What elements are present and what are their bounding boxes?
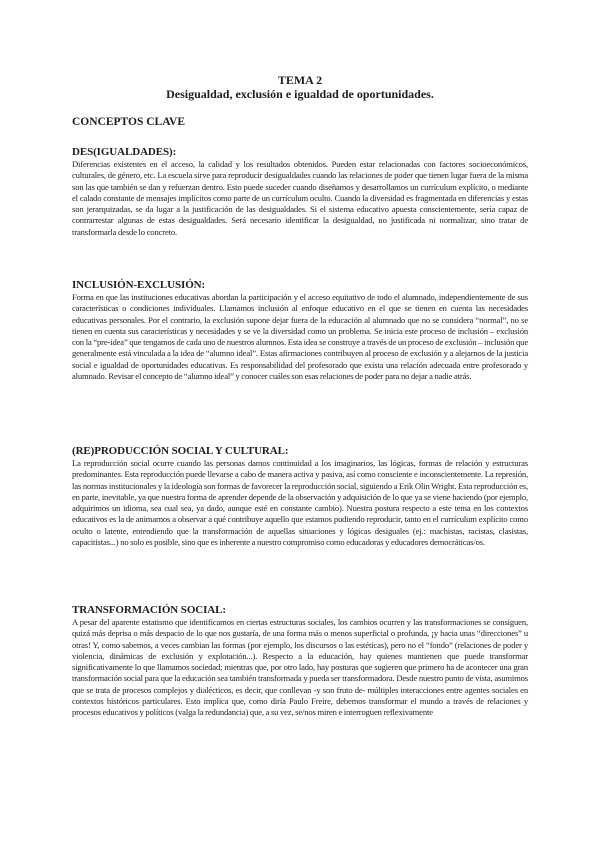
section-heading: TRANSFORMACIÓN SOCIAL: xyxy=(72,604,226,616)
topic-number: TEMA 2 xyxy=(277,73,323,87)
section-heading: INCLUSIÓN-EXCLUSIÓN: xyxy=(72,279,206,291)
section-body: La reproducción social ocurre cuando las personas damos continuidad a los imaginarios, las lógicas, formas de relación y estructuras predominantes. Esta reproducción puede llevarse a cabo de manera activa y pasiva, así como consciente e inconscientemente. La represión, las normas institucionales y la ideología son formas de favorecer la reproducción social, siguiendo a Erik Olin Wright. Esta reproducción es, en parte, inevitable, ya que nuestra forma de aprender depende de la observación y adquisición de lo que ya se viene haciendo (por ejemplo, adquirimos un idioma, sea cual sea, ya dado, aunque esté en constante cambio). Nuestra postura respecto a este tema en los contextos educativos es la de animarnos a observar a qué contribuye aquello que estamos pudiendo reproducir, tanto en el currículum explícito como oculto o latente, entendiendo que la transformación de aquellas situaciones y lógicas desiguales (ej.: machistas, racistas, clasistas, capacitistas...) no solo es posible, sino que es inherente a nuestro compromiso como educadoras y educadores democráticas/os. xyxy=(72,458,528,548)
section-subtitle: CONCEPTOS CLAVE xyxy=(72,116,186,128)
section-body: Diferencias existentes en el acceso, la calidad y los resultados obtenidos. Pueden estar relacionadas con factores socioeconómicos, culturales, de género, etc. La escuela sirve para reproducir desigualdades cuando las relaciones de poder que tienen lugar fuera de la misma son las que también se dan y refuerzan dentro. Esto puede suceder cuando diseñamos y desarrollamos un currículum explícito, o mediante el calado constante de mensajes implícitos como parte de un currículum oculto. Cuando la diversidad es fragmentada en diferencias y estas son jerarquizadas, se da lugar a la justificación de las desigualdades. Si el sistema educativo apuesta conscientemente, sería capaz de contrarrestar algunas de estas desigualdades. Será necesario identificar la desigualdad, no justificada ni normalizar, sino tratar de transformarla desde lo concreto. xyxy=(72,159,528,237)
section-body: A pesar del aparente estatismo que identificamos en ciertas estructuras sociales, los cambios ocurren y las transformaciones se consiguen, quizá más deprisa o más despacio de lo que nos gustaría, de una forma más o menos superficial o profunda, ¡y hacia unas “direcciones” u otras! Y, como sabemos, a veces cambian las formas (por ejemplo, los discursos o las estéticas), pero no el “fondo” (relaciones de poder y violencia, dinámicas de exclusión y explotación...). Respecto a la educación, hay quienes mantienen que puede transformar significativamente lo que llamamos sociedad; mientras que, por otro lado, hay posturas que sugieren que primero ha de acontecer una gran transformación social para que la educación sea también transformada y pueda ser transformadora. Desde nuestro punto de vista, asumimos que se trata de procesos complejos y dialécticos, es decir, que conllevan -y son fruto de- múltiples interacciones entre agentes sociales en contextos históricos particulares. Esto implica que, como diría Paulo Freire, debemos transformar el mundo a través de relaciones y procesos educativos y políticos (valga la redundancia) que, a su vez, se/nos miren e interroguen reflexivamente xyxy=(72,617,528,718)
section-body: Forma en que las instituciones educativas abordan la participación y el acceso equitativo de todo el alumnado, independientemente de sus características o condiciones individuales. Llamamos inclusión al enfoque educativo en el que se tienen en cuenta las necesidades educativas personales. Por el contrario, la exclusión supone dejar fuera de la educación al alumnado que no se considera “normal”, no se tienen en cuenta sus características y necesidades y se ve la diversidad como un problema. Se inicia este proceso de inclusión – exclusión con la “pre-idea” que tengamos de cada uno de nuestros alumnos. Esta idea se construye a través de un proceso de exclusión – inclusión que generalmente está vinculada a la idea de “alumno ideal”. Estas afirmaciones contribuyen al proceso de exclusión y a alejarnos de la justicia social e igualdad de oportunidades educativas. Es responsabilidad del profesorado que exista una relación adecuada entre profesorado y alumnado. Revisar el concepto de “alumno ideal” y conocer cuáles son esas relaciones de poder para no dejar a nadie atrás. xyxy=(72,292,528,382)
section-heading: DES(IGUALDADES): xyxy=(72,146,177,158)
section-desigualdades xyxy=(72,146,528,238)
section-heading: (RE)PRODUCCIÓN SOCIAL Y CULTURAL: xyxy=(72,445,289,457)
section-transformacion-social xyxy=(72,604,528,719)
section-reproduccion-social xyxy=(72,445,528,548)
section-inclusion-exclusion xyxy=(72,279,528,382)
document-title: Desigualdad, exclusión e igualdad de oportunidades. xyxy=(166,87,434,101)
